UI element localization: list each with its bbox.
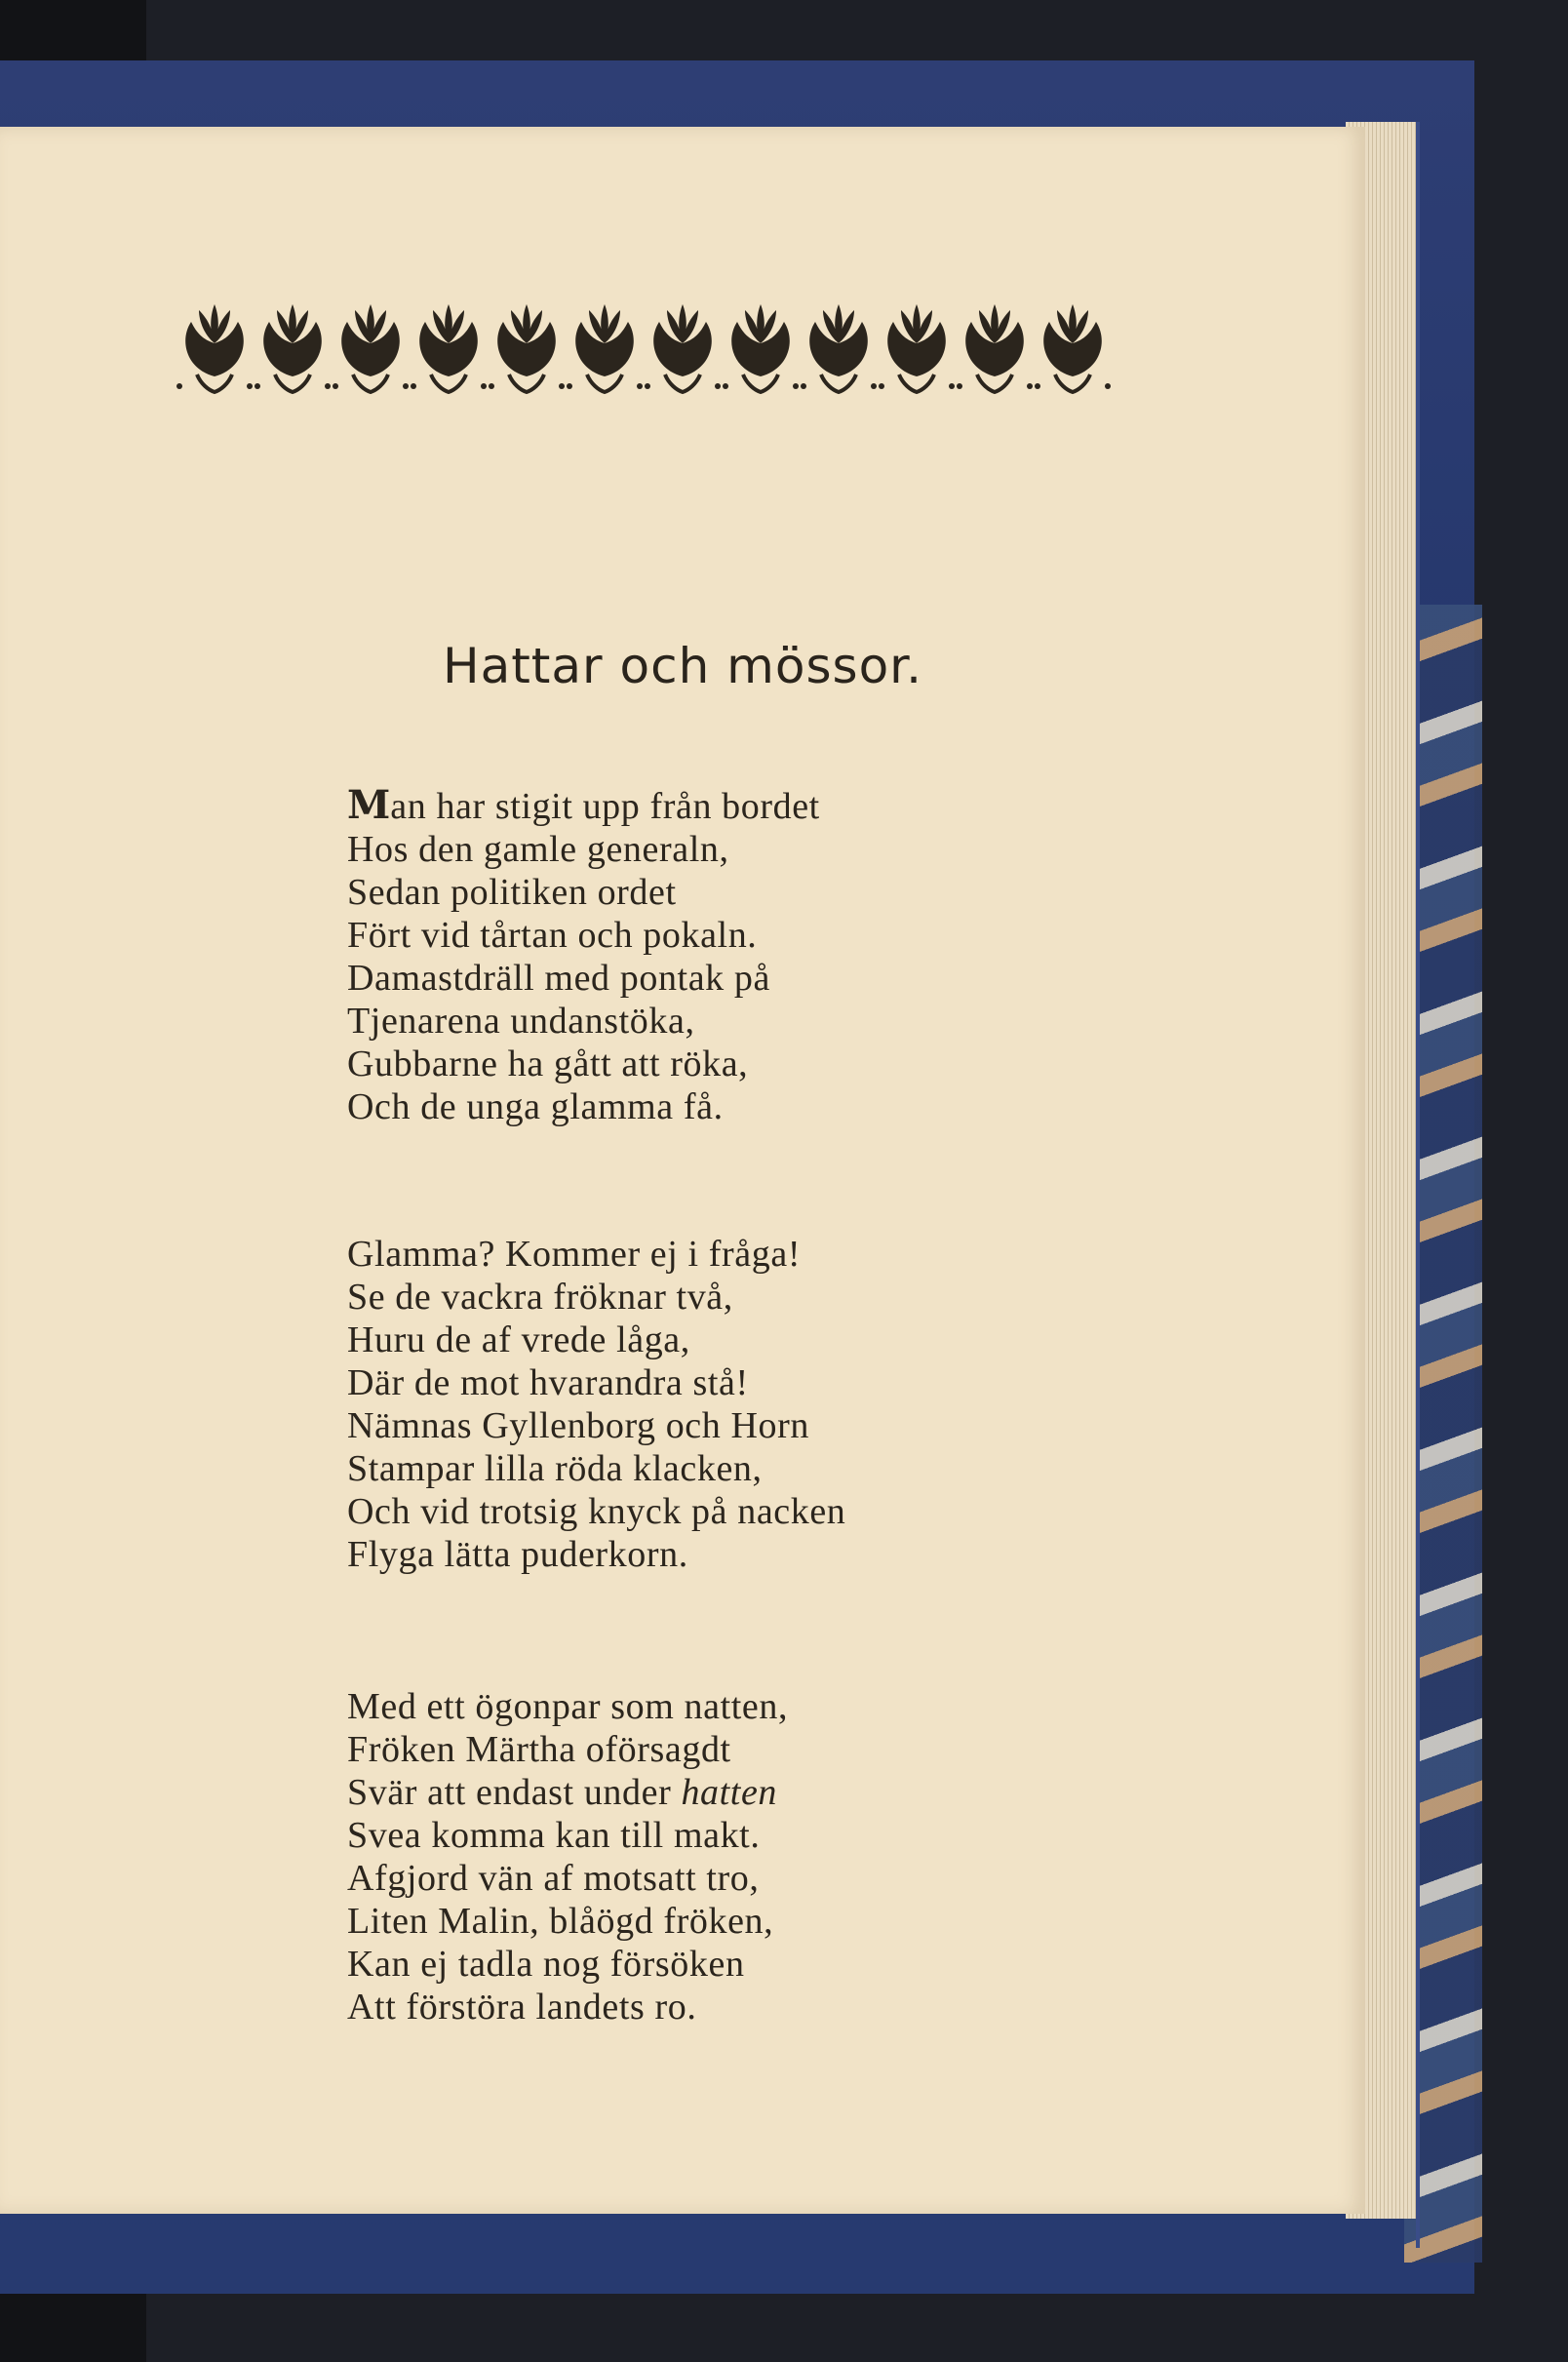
- verse-line: Svea komma kan till makt.: [347, 1815, 761, 1856]
- verse-line: Se de vackra fröknar två,: [347, 1277, 733, 1318]
- verse-line: Afgjord vän af motsatt tro,: [347, 1858, 760, 1899]
- verse-line: Där de mot hvarandra stå!: [347, 1362, 749, 1403]
- verse-line: [347, 1771, 788, 1814]
- verse-line: Flyga lätta puderkorn.: [347, 1534, 688, 1575]
- verse-line: Fört vid tårtan och pokaln.: [347, 915, 758, 956]
- verse-line: Stampar lilla röda klacken,: [347, 1448, 763, 1489]
- verse-line: Med ett ögonpar som natten,: [347, 1686, 789, 1727]
- drop-cap: M: [347, 782, 389, 828]
- verse-line: Sedan politiken ordet: [347, 872, 677, 913]
- verse-line: Kan ej tadla nog försöken: [347, 1944, 745, 1985]
- stanza-3: [347, 1685, 788, 2028]
- verse-line-text: Svär att endast under: [347, 1772, 682, 1813]
- stanza-2: [347, 1233, 845, 1576]
- verse-line: Gubbarne ha gått att röka,: [347, 1043, 749, 1084]
- verse-line: Liten Malin, blåögd fröken,: [347, 1901, 774, 1942]
- emphasized-word: hatten: [681, 1772, 778, 1813]
- verse-line: Och vid trotsig knyck på nacken: [347, 1491, 846, 1532]
- verse-line: Och de unga glamma få.: [347, 1086, 724, 1127]
- verse-line-text: an har stigit upp från bordet: [390, 786, 820, 827]
- palmette-ornament-icon: [176, 300, 1112, 398]
- verse-line: Nämnas Gyllenborg och Horn: [347, 1405, 809, 1446]
- verse-line: Fröken Märtha oförsagdt: [347, 1729, 731, 1770]
- poem-title: Hattar och mössor.: [442, 638, 923, 694]
- stanza-1: [347, 784, 820, 1128]
- verse-line: Damastdräll med pontak på: [347, 958, 770, 999]
- verse-line: Huru de af vrede låga,: [347, 1319, 690, 1360]
- verse-line: Att förstöra landets ro.: [347, 1987, 697, 2027]
- verse-line: [347, 784, 820, 828]
- verse-line: Glamma? Kommer ej i fråga!: [347, 1234, 802, 1275]
- verse-line: Hos den gamle generaln,: [347, 829, 729, 870]
- cover-edge: [1416, 122, 1420, 2248]
- verse-line: Tjenarena undanstöka,: [347, 1001, 695, 1042]
